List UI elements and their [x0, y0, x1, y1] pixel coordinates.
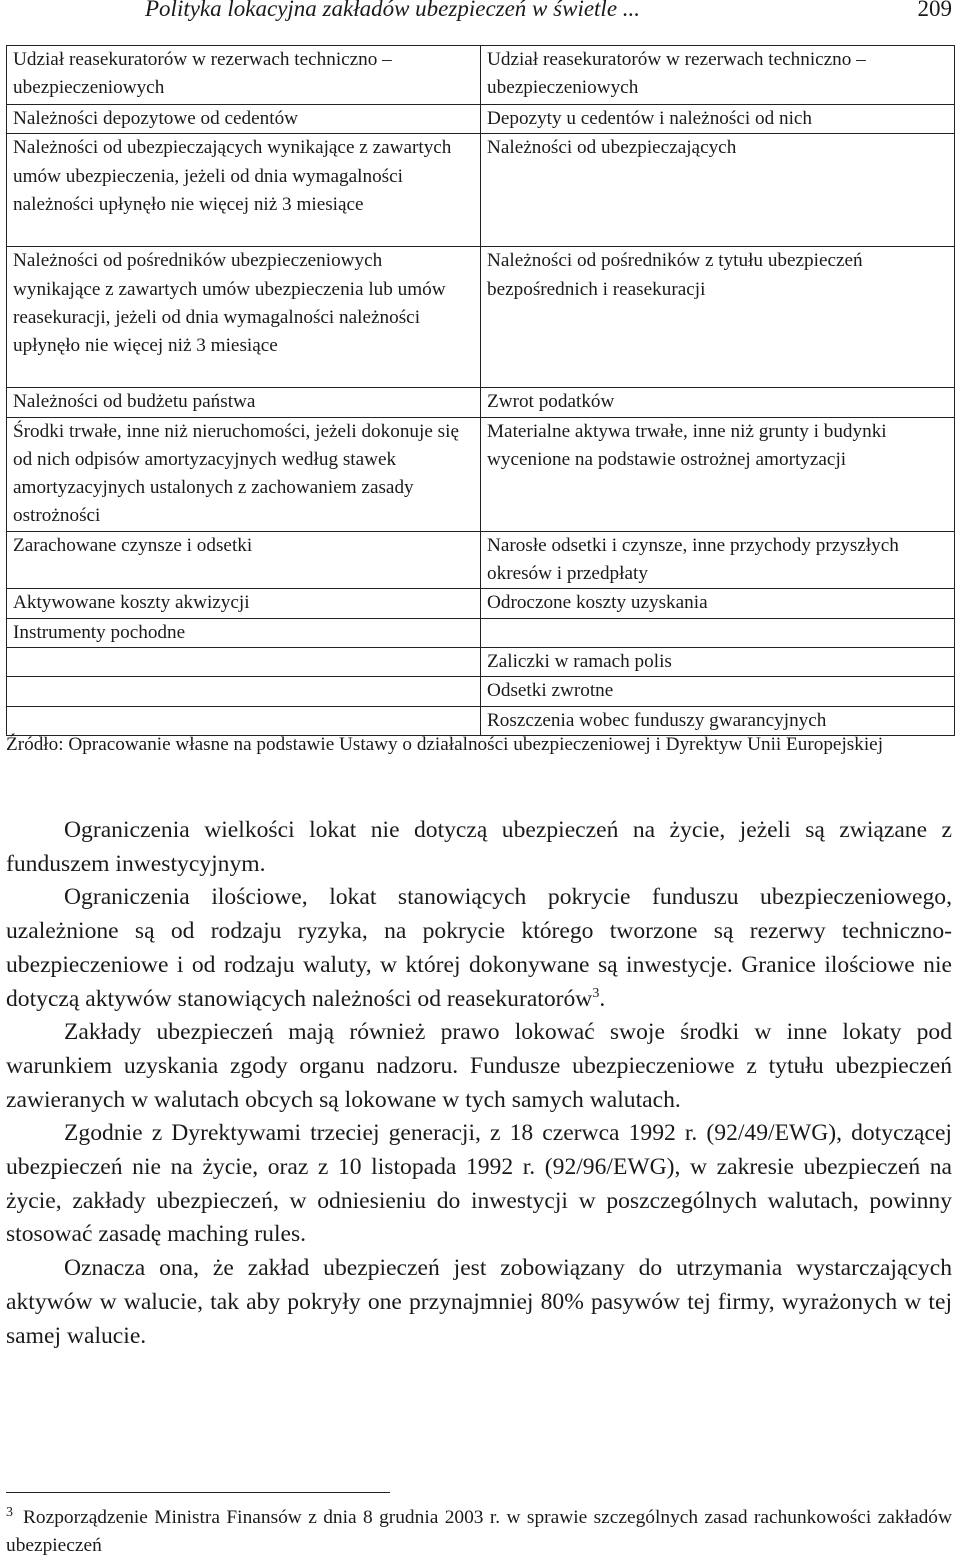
table-cell-left: Należności od budżetu państwa: [7, 388, 481, 417]
table-cell-left: Instrumenty pochodne: [7, 618, 481, 647]
paragraph-text: Ograniczenia ilościowe, lokat stanowiących pokrycie funduszu ubezpieczeniowego, uzależnione są od rodzaju ryzyka, na pokrycie którego tworzone są rezerwy techniczno-ubezpieczeniowe i od rodzaju waluty, w której dokonywane są inwestycje. Granice ilościowe nie dotyczą aktywów stanowiących należności od reasekuratorów: [6, 884, 952, 1012]
table-cell-left: Zarachowane czynsze i odsetki: [7, 531, 481, 589]
table-source-note: Źródło: Opracowanie własne na podstawie Ustawy o działalności ubezpieczeniowej i Dyrektyw Unii Europejskiej: [6, 734, 884, 755]
footnote: [6, 1504, 952, 1560]
running-title: Polityka lokacyjna zakładów ubezpieczeń w świetle ...: [145, 0, 641, 21]
footnote-text: Rozporządzenie Ministra Finansów z dnia 8 grudnia 2003 r. w sprawie szczególnych zasad rachunkowości zakładów ubezpieczeń: [6, 1507, 952, 1556]
table-cell-left: Należności od pośredników ubezpieczeniowych wynikające z zawartych umów ubezpieczenia lub umów reasekuracji, jeżeli od dnia wymagalności należności upłynęło nie więcej niż 3 miesiące: [7, 247, 481, 388]
page-header: [0, 0, 960, 28]
table-cell-left: Udział reasekuratorów w rezerwach techniczno – ubezpieczeniowych: [7, 46, 481, 105]
table-cell-right: Należności od ubezpieczających: [481, 134, 955, 247]
table-row: [7, 247, 955, 388]
table-cell-right: Należności od pośredników z tytułu ubezpieczeń bezpośrednich i reasekuracji: [481, 247, 955, 388]
table-cell-right: Odroczone koszty uzyskania: [481, 589, 955, 618]
table-cell-right: Narosłe odsetki i czynsze, inne przychody przyszłych okresów i przedpłaty: [481, 531, 955, 589]
table-cell-left: [7, 647, 481, 676]
table-cell-left: Należności od ubezpieczających wynikające z zawartych umów ubezpieczenia, jeżeli od dnia wymagalności należności upłynęło nie więcej niż 3 miesiące: [7, 134, 481, 247]
footnote-reference[interactable]: 3: [592, 985, 600, 1001]
table-cell-right: Materialne aktywa trwałe, inne niż grunty i budynki wycenione na podstawie ostrożnej amortyzacji: [481, 417, 955, 531]
table-cell-left: Środki trwałe, inne niż nieruchomości, jeżeli dokonuje się od nich odpisów amortyzacyjnych według stawek amortyzacyjnych ustalonych z zachowaniem zasady ostrożności: [7, 417, 481, 531]
page-number: 209: [917, 0, 952, 21]
table-cell-right: Odsetki zwrotne: [481, 677, 955, 706]
comparison-table: [6, 45, 955, 736]
table-row: [7, 105, 955, 134]
table-cell-left: Aktywowane koszty akwizycji: [7, 589, 481, 618]
table-cell-right: Zaliczki w ramach polis: [481, 647, 955, 676]
table-row: [7, 618, 955, 647]
table-row: [7, 677, 955, 706]
paragraph: Zakłady ubezpieczeń mają również prawo lokować swoje środki w inne lokaty pod warunkiem uzyskania zgody organu nadzoru. Fundusze ubezpieczeniowe z tytułu ubezpieczeń zawieranych w walutach obcych są lokowane w tych samych walutach.: [6, 1019, 952, 1113]
table-cell-right: Zwrot podatków: [481, 388, 955, 417]
body-text: [6, 814, 952, 1353]
paragraph: [6, 881, 952, 1016]
table-row: [7, 417, 955, 531]
footnote-separator: [6, 1492, 390, 1493]
table-row: [7, 647, 955, 676]
paragraph-end: .: [599, 985, 606, 1012]
table-cell-left: Należności depozytowe od cedentów: [7, 105, 481, 134]
table-cell-right: [481, 618, 955, 647]
table-row: [7, 589, 955, 618]
table-row: [7, 134, 955, 247]
table-cell-right: Roszczenia wobec funduszy gwarancyjnych: [481, 706, 955, 735]
table-cell-right: Udział reasekuratorów w rezerwach techniczno – ubezpieczeniowych: [481, 46, 955, 105]
paragraph: Oznacza ona, że zakład ubezpieczeń jest zobowiązany do utrzymania wystarczających aktywów w walucie, tak aby pokryły one przynajmniej 80% pasywów tej firmy, wyrażonych w tej samej walucie.: [6, 1255, 952, 1349]
table-row: [7, 531, 955, 589]
table-cell-right: Depozyty u cedentów i należności od nich: [481, 105, 955, 134]
table-cell-left: [7, 677, 481, 706]
table-row: [7, 388, 955, 417]
paragraph: Ograniczenia wielkości lokat nie dotyczą ubezpieczeń na życie, jeżeli są związane z funduszem inwestycyjnym.: [6, 817, 952, 877]
footnote-marker: 3: [6, 1504, 13, 1520]
paragraph: Zgodnie z Dyrektywami trzeciej generacji, z 18 czerwca 1992 r. (92/49/EWG), dotyczącej ubezpieczeń nie na życie, oraz z 10 listopada 1992 r. (92/96/EWG), w zakresie ubezpieczeń na życie, zakłady ubezpieczeń, w odniesieniu do inwestycji w poszczególnych walutach, powinny stosować zasadę maching rules.: [6, 1120, 952, 1248]
table-row: [7, 46, 955, 105]
